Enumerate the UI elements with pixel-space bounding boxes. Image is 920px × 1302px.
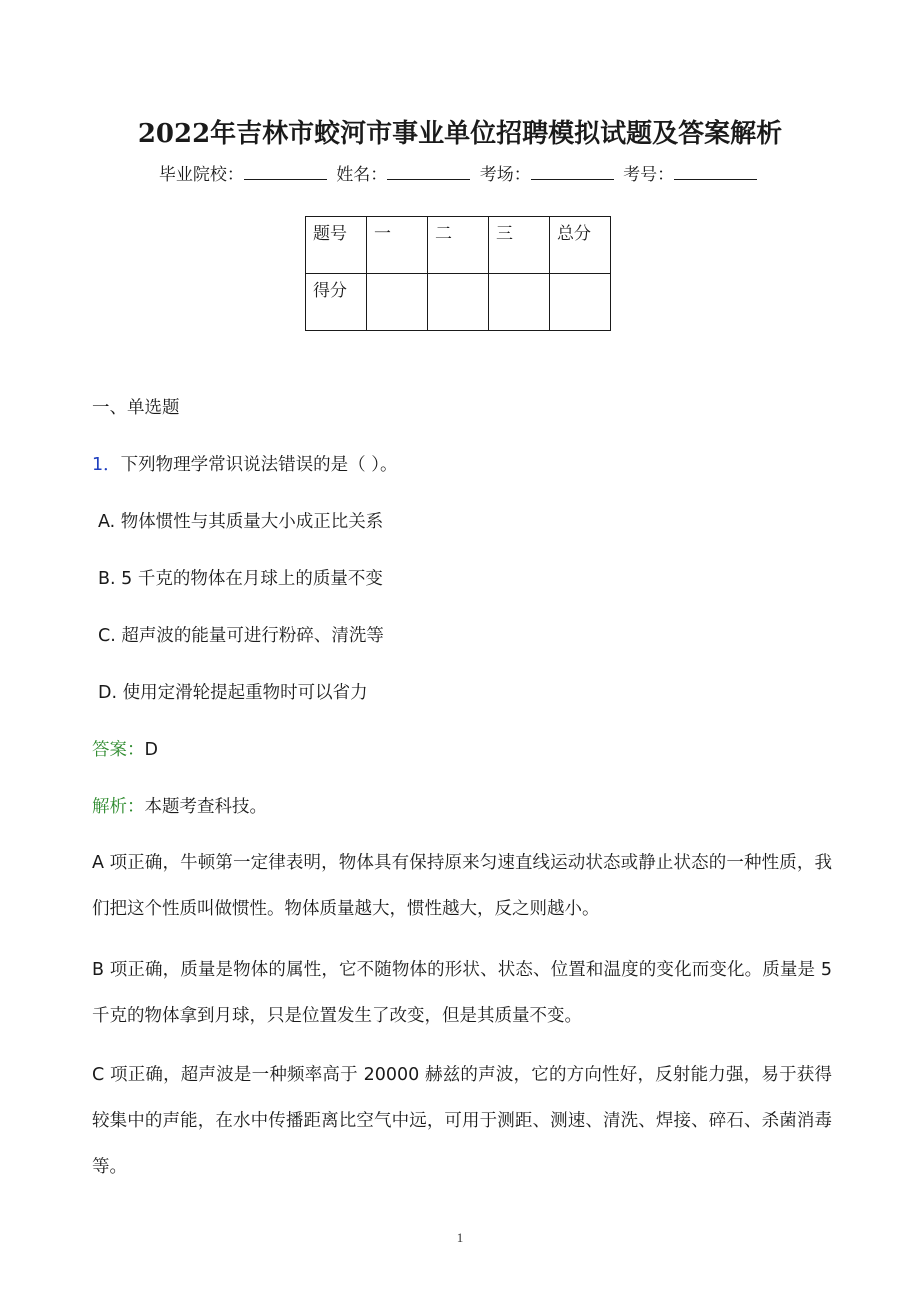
score-cell: [550, 274, 611, 331]
option-d: D. 使用定滑轮提起重物时可以省力: [98, 683, 368, 703]
answer-value: D: [144, 740, 158, 760]
explanation-a: A 项正确，牛顿第一定律表明，物体具有保持原来匀速直线运动状态或静止状态的一种性质，我们把这个性质叫做惯性。物体质量越大，惯性越大，反之则越小。: [92, 853, 832, 919]
score-table-score-row: [306, 274, 611, 331]
explanation-c: C 项正确，超声波是一种频率高于 20000 赫兹的声波，它的方向性好，反射能力强，易于获得较集中的声能，在水中传播距离比空气中远，可用于测距、测速、清洗、焊接、碎石、杀菌消毒等。: [92, 1065, 832, 1177]
question-stem: [92, 451, 397, 479]
room-blank: [531, 161, 614, 180]
number-label: 考号：: [623, 165, 675, 185]
question-text: 下列物理学常识说法错误的是（ ）。: [120, 455, 398, 475]
option-c: C. 超声波的能量可进行粉碎、清洗等: [98, 626, 384, 646]
score-row-label: 得分: [306, 274, 367, 331]
score-cell: [489, 274, 550, 331]
page-number: 1: [456, 1230, 464, 1245]
option-a: A. 物体惯性与其质量大小成正比关系: [98, 512, 384, 532]
number-blank: [674, 161, 757, 180]
score-table-header-row: [306, 217, 611, 274]
name-label: 姓名：: [336, 165, 388, 185]
option-b: B. 5 千克的物体在月球上的质量不变: [98, 569, 383, 589]
score-header-cell: 一: [367, 217, 428, 274]
score-header-cell: 二: [428, 217, 489, 274]
candidate-info-line: [0, 161, 920, 188]
answer-line: [92, 736, 158, 764]
section-title: 一、单选题: [92, 398, 180, 418]
room-label: 考场：: [479, 165, 531, 185]
school-label: 毕业院校：: [158, 165, 244, 185]
school-blank: [244, 161, 327, 180]
score-header-cell: 总分: [550, 217, 611, 274]
score-table: [305, 216, 611, 331]
document-title: 2022年吉林市蛟河市事业单位招聘模拟试题及答案解析: [137, 119, 783, 149]
question-number: 1．: [92, 455, 121, 475]
name-blank: [387, 161, 470, 180]
explanation-b: B 项正确，质量是物体的属性，它不随物体的形状、状态、位置和温度的变化而变化。质量是 5 千克的物体拿到月球，只是位置发生了改变，但是其质量不变。: [92, 960, 832, 1026]
analysis-intro: 本题考查科技。: [144, 797, 267, 817]
analysis-label: 解析：: [92, 797, 145, 817]
score-cell: [367, 274, 428, 331]
analysis-line: [92, 793, 267, 821]
answer-label: 答案：: [92, 740, 145, 760]
score-cell: [428, 274, 489, 331]
score-header-cell: 题号: [306, 217, 367, 274]
score-header-cell: 三: [489, 217, 550, 274]
